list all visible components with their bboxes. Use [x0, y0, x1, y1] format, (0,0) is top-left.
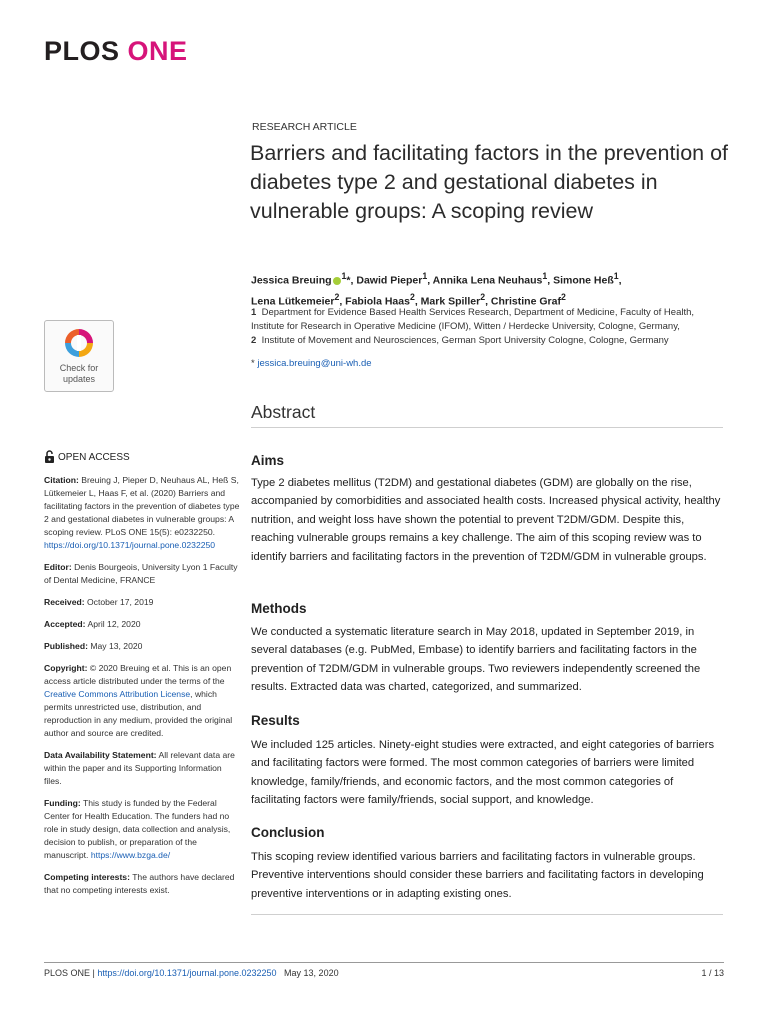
logo-one: ONE [127, 36, 188, 66]
section-heading-methods: Methods [251, 601, 307, 616]
author-name[interactable]: Christine Graf [490, 295, 561, 307]
author-affiliation-sup: 1 [341, 271, 347, 281]
accepted-date: April 12, 2020 [87, 619, 141, 629]
competing-interests-block [44, 871, 240, 897]
author-name[interactable]: Dawid Pieper [356, 274, 423, 287]
funding-link[interactable]: https://www.bzga.de/ [90, 850, 171, 860]
citation-text: Breuing J, Pieper D, Neuhaus AL, Heß S, Lütkemeier L, Haas F, et al. (2020) Barriers and facilitating factors in the prevention of diabetes type 2 and gestational diabetes in vulnerable groups: A scoping review. PLoS ONE 15(5): e0232250. [44, 475, 240, 537]
affiliation-text: Institute of Movement and Neurosciences, German Sport University Cologne, Cologne, Germany [261, 335, 669, 346]
author-name[interactable]: Annika Lena Neuhaus [432, 274, 543, 287]
affiliation-item [251, 306, 721, 334]
check-updates-line1: Check for [59, 363, 99, 373]
affiliation-text: Department for Evidence Based Health Services Research, Department of Medicine, Faculty of Health, Institute for Research in Operative Medicine (IFOM), Witten / Herdecke University, Cologne, Germany, [251, 307, 695, 332]
section-heading-conclusion: Conclusion [251, 825, 325, 840]
author-affiliation-sup: 1 [542, 271, 548, 281]
footer-date: May 13, 2020 [284, 968, 339, 978]
funding-block [44, 797, 240, 862]
editor-label: Editor: [44, 562, 72, 572]
abstract-end-divider [251, 914, 723, 915]
section-text-methods: We conducted a systematic literature search in May 2018, updated in September 2019, in several databases (e.g. PubMed, Embase) to identify barriers and facilitating factors in the prevention of T2DM/GDM in vulnerable groups. Two reviewers independently screened the results. Extracted data was charted, categorized, and summarized. [251, 626, 701, 694]
accepted-block [44, 618, 240, 631]
author-name[interactable]: Fabiola Haas [345, 295, 410, 307]
author-list: Jessica Breuing $^1$*, Dawid Pieper$^1$, Annika Lena Neuhaus$^1$, Simone Heß$^1$, Lena Lütkemeier$^2$, Fabiola Haas$^2$, Mark Spiller$^2$, Christine Graf$^2$ [251, 271, 622, 307]
orcid-icon[interactable] [333, 277, 341, 285]
corresponding-marker: * [346, 274, 351, 287]
competing-interests-text: The authors have declared that no competing interests exist. [44, 872, 235, 895]
check-updates-icon [63, 327, 95, 359]
data-availability-label: Data Availability Statement: [44, 750, 157, 760]
author-affiliation-sup: 2 [480, 291, 486, 302]
author-name[interactable]: Simone Heß [553, 274, 614, 287]
citation-block [44, 474, 240, 552]
editor-text: Denis Bourgeois, University Lyon 1 Faculty of Dental Medicine, FRANCE [44, 562, 238, 585]
published-block [44, 640, 240, 653]
article-title: Barriers and facilitating factors in the prevention of diabetes type 2 and gestational diabetes in vulnerable groups: A scoping review [250, 141, 729, 223]
affiliation-number: 2 [251, 335, 257, 346]
data-availability-block [44, 749, 240, 788]
footer-divider [44, 962, 724, 963]
section-heading-aims: Aims [251, 453, 285, 468]
footer-doi-link[interactable]: https://doi.org/10.1371/journal.pone.0232250 [97, 968, 277, 978]
open-access-badge [44, 450, 240, 464]
license-link[interactable]: Creative Commons Attribution License [44, 689, 191, 699]
competing-interests-label: Competing interests: [44, 872, 130, 882]
copyright-label: Copyright: [44, 663, 88, 673]
affiliation-item [251, 334, 721, 348]
author-affiliation-sup: 2 [560, 291, 566, 302]
published-date: May 13, 2020 [90, 641, 143, 651]
copyright-block [44, 662, 240, 740]
author-name[interactable]: Lena Lütkemeier [251, 295, 335, 307]
editor-block [44, 561, 240, 587]
check-updates-line2: updates [62, 374, 96, 384]
email-link[interactable]: jessica.breuing@uni-wh.de [257, 358, 372, 369]
check-updates-label [45, 363, 113, 385]
footer-journal: PLOS ONE | [44, 968, 95, 978]
received-label: Received: [44, 597, 85, 607]
published-label: Published: [44, 641, 88, 651]
email-marker: * [251, 358, 255, 369]
open-access-label: OPEN ACCESS [58, 451, 130, 463]
page-footer [44, 968, 339, 978]
article-info-sidebar [44, 450, 240, 906]
open-lock-icon [44, 450, 55, 464]
article-type: RESEARCH ARTICLE [252, 121, 357, 133]
section-text-results: We included 125 articles. Ninety-eight studies were extracted, and eight categories of barriers and facilitating factors were formed. The most common categories of barriers were limited knowledge, family/friends, and economic factors, and the most common categories of facilitating factors were family/friends, social support, and knowledge. [251, 739, 715, 807]
data-availability-text: All relevant data are within the paper and its Supporting Information files. [44, 750, 235, 786]
author-name[interactable]: Mark Spiller [420, 295, 481, 307]
author-affiliation-sup: 2 [334, 291, 340, 302]
corresponding-email[interactable] [251, 358, 372, 369]
abstract-heading: Abstract [251, 402, 316, 422]
journal-logo[interactable] [44, 36, 188, 67]
affiliations [251, 306, 721, 348]
section-text-aims: Type 2 diabetes mellitus (T2DM) and gestational diabetes (GDM) are globally on the rise, accompanied by comorbidities and associated health costs. Increased physical activity, healthy nutrition, and weight loss have shown the potential to prevent T2DM/GDM. Despite this, reaching vulnerable groups remains a key challenge. The aim of this scoping review was to identify barriers and facilitating factors in the prevention of T2DM/GDM in vulnerable groups. [251, 477, 721, 563]
author-name[interactable]: Jessica Breuing [251, 274, 332, 287]
citation-label: Citation: [44, 475, 79, 485]
page-number: 1 / 13 [701, 968, 724, 978]
section-text-conclusion: This scoping review identified various barriers and facilitating factors in vulnerable groups. Preventive interventions should consider these barriers and facilitating factors in developing preventive interventions or in adapting existing ones. [251, 851, 704, 900]
funding-label: Funding: [44, 798, 81, 808]
author-affiliation-sup: 2 [409, 291, 415, 302]
author-affiliation-sup: 1 [613, 271, 619, 281]
logo-plos: PLOS [44, 36, 120, 66]
check-for-updates-button[interactable] [44, 320, 114, 392]
accepted-label: Accepted: [44, 619, 86, 629]
funding-text: This study is funded by the Federal Center for Health Education. The funders had no role in study design, data collection and analysis, decision to publish, or preparation of the manuscript. [44, 798, 231, 860]
author-affiliation-sup: 1 [422, 271, 428, 281]
copyright-text-cont: , which permits unrestricted use, distribution, and reproduction in any medium, provided the original author and source are credited. [44, 689, 233, 738]
affiliation-number: 1 [251, 307, 257, 318]
received-block [44, 596, 240, 609]
citation-doi-link[interactable]: https://doi.org/10.1371/journal.pone.0232250 [44, 540, 216, 550]
copyright-text: © 2020 Breuing et al. This is an open access article distributed under the terms of the [44, 663, 232, 686]
received-date: October 17, 2019 [87, 597, 154, 607]
abstract-divider [251, 427, 723, 428]
section-heading-results: Results [251, 713, 300, 728]
